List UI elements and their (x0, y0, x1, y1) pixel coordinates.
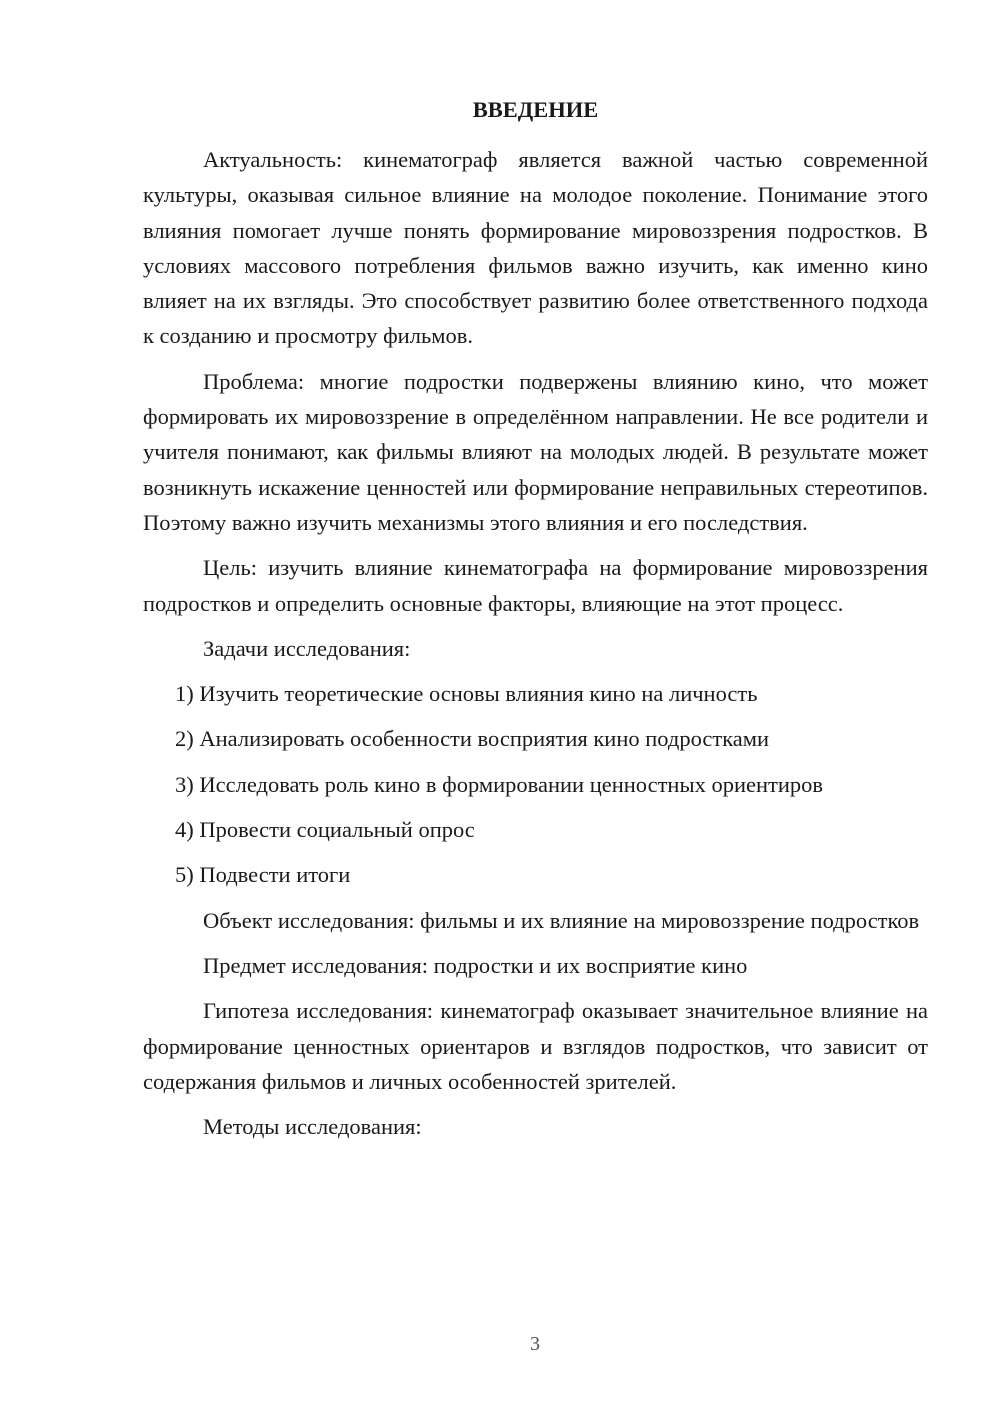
task-item-5: 5) Подвести итоги (175, 862, 351, 888)
tasks-heading: Задачи исследования: (203, 635, 411, 661)
object-paragraph: Объект исследования: фильмы и их влияние на мировоззрение подростков (203, 907, 920, 933)
goal-paragraph: Цель: изучить влияние кинематографа на формирование мировоззрения подростков и определить основные факторы, влияющие на этот процесс. (143, 555, 928, 616)
task-item-2: 2) Анализировать особенности восприятия кино подростками (175, 726, 770, 752)
relevance-paragraph: Актуальность: кинематограф является важной частью современной культуры, оказывая сильное влияние на молодое поколение. Понимание этого влияния помогает лучше понять формирование мировоззрения подростков. В условиях массового потребления фильмов важно изучить, как именно кино влияет на их взгляды. Это способствует развитию более ответственного подхода к созданию и просмотру фильмов. (143, 147, 928, 349)
task-item-4: 4) Провести социальный опрос (175, 817, 475, 843)
task-item-3: 3) Исследовать роль кино в формировании ценностных ориентиров (175, 771, 824, 797)
section-heading: ВВЕДЕНИЕ (472, 97, 599, 122)
document-page (143, 95, 928, 1154)
hypothesis-paragraph: Гипотеза исследования: кинематограф оказывает значительное влияние на формирование ценностных ориентаров и взглядов подростков, что зависит от содержания фильмов и личных особенностей зрителей. (143, 998, 928, 1094)
subject-paragraph: Предмет исследования: подростки и их восприятие кино (203, 952, 748, 978)
task-item-1: 1) Изучить теоретические основы влияния кино на личность (175, 681, 758, 707)
methods-heading: Методы исследования: (203, 1114, 422, 1140)
problem-paragraph: Проблема: многие подростки подвержены влиянию кино, что может формировать их мировоззрение в определённом направлении. Не все родители и учителя понимают, как фильмы влияют на молодых людей. В результате может возникнуть искажение ценностей или формирование неправильных стереотипов. Поэтому важно изучить механизмы этого влияния и его последствия. (143, 368, 928, 535)
tasks-list (143, 676, 928, 892)
page-number: 3 (530, 1333, 540, 1355)
